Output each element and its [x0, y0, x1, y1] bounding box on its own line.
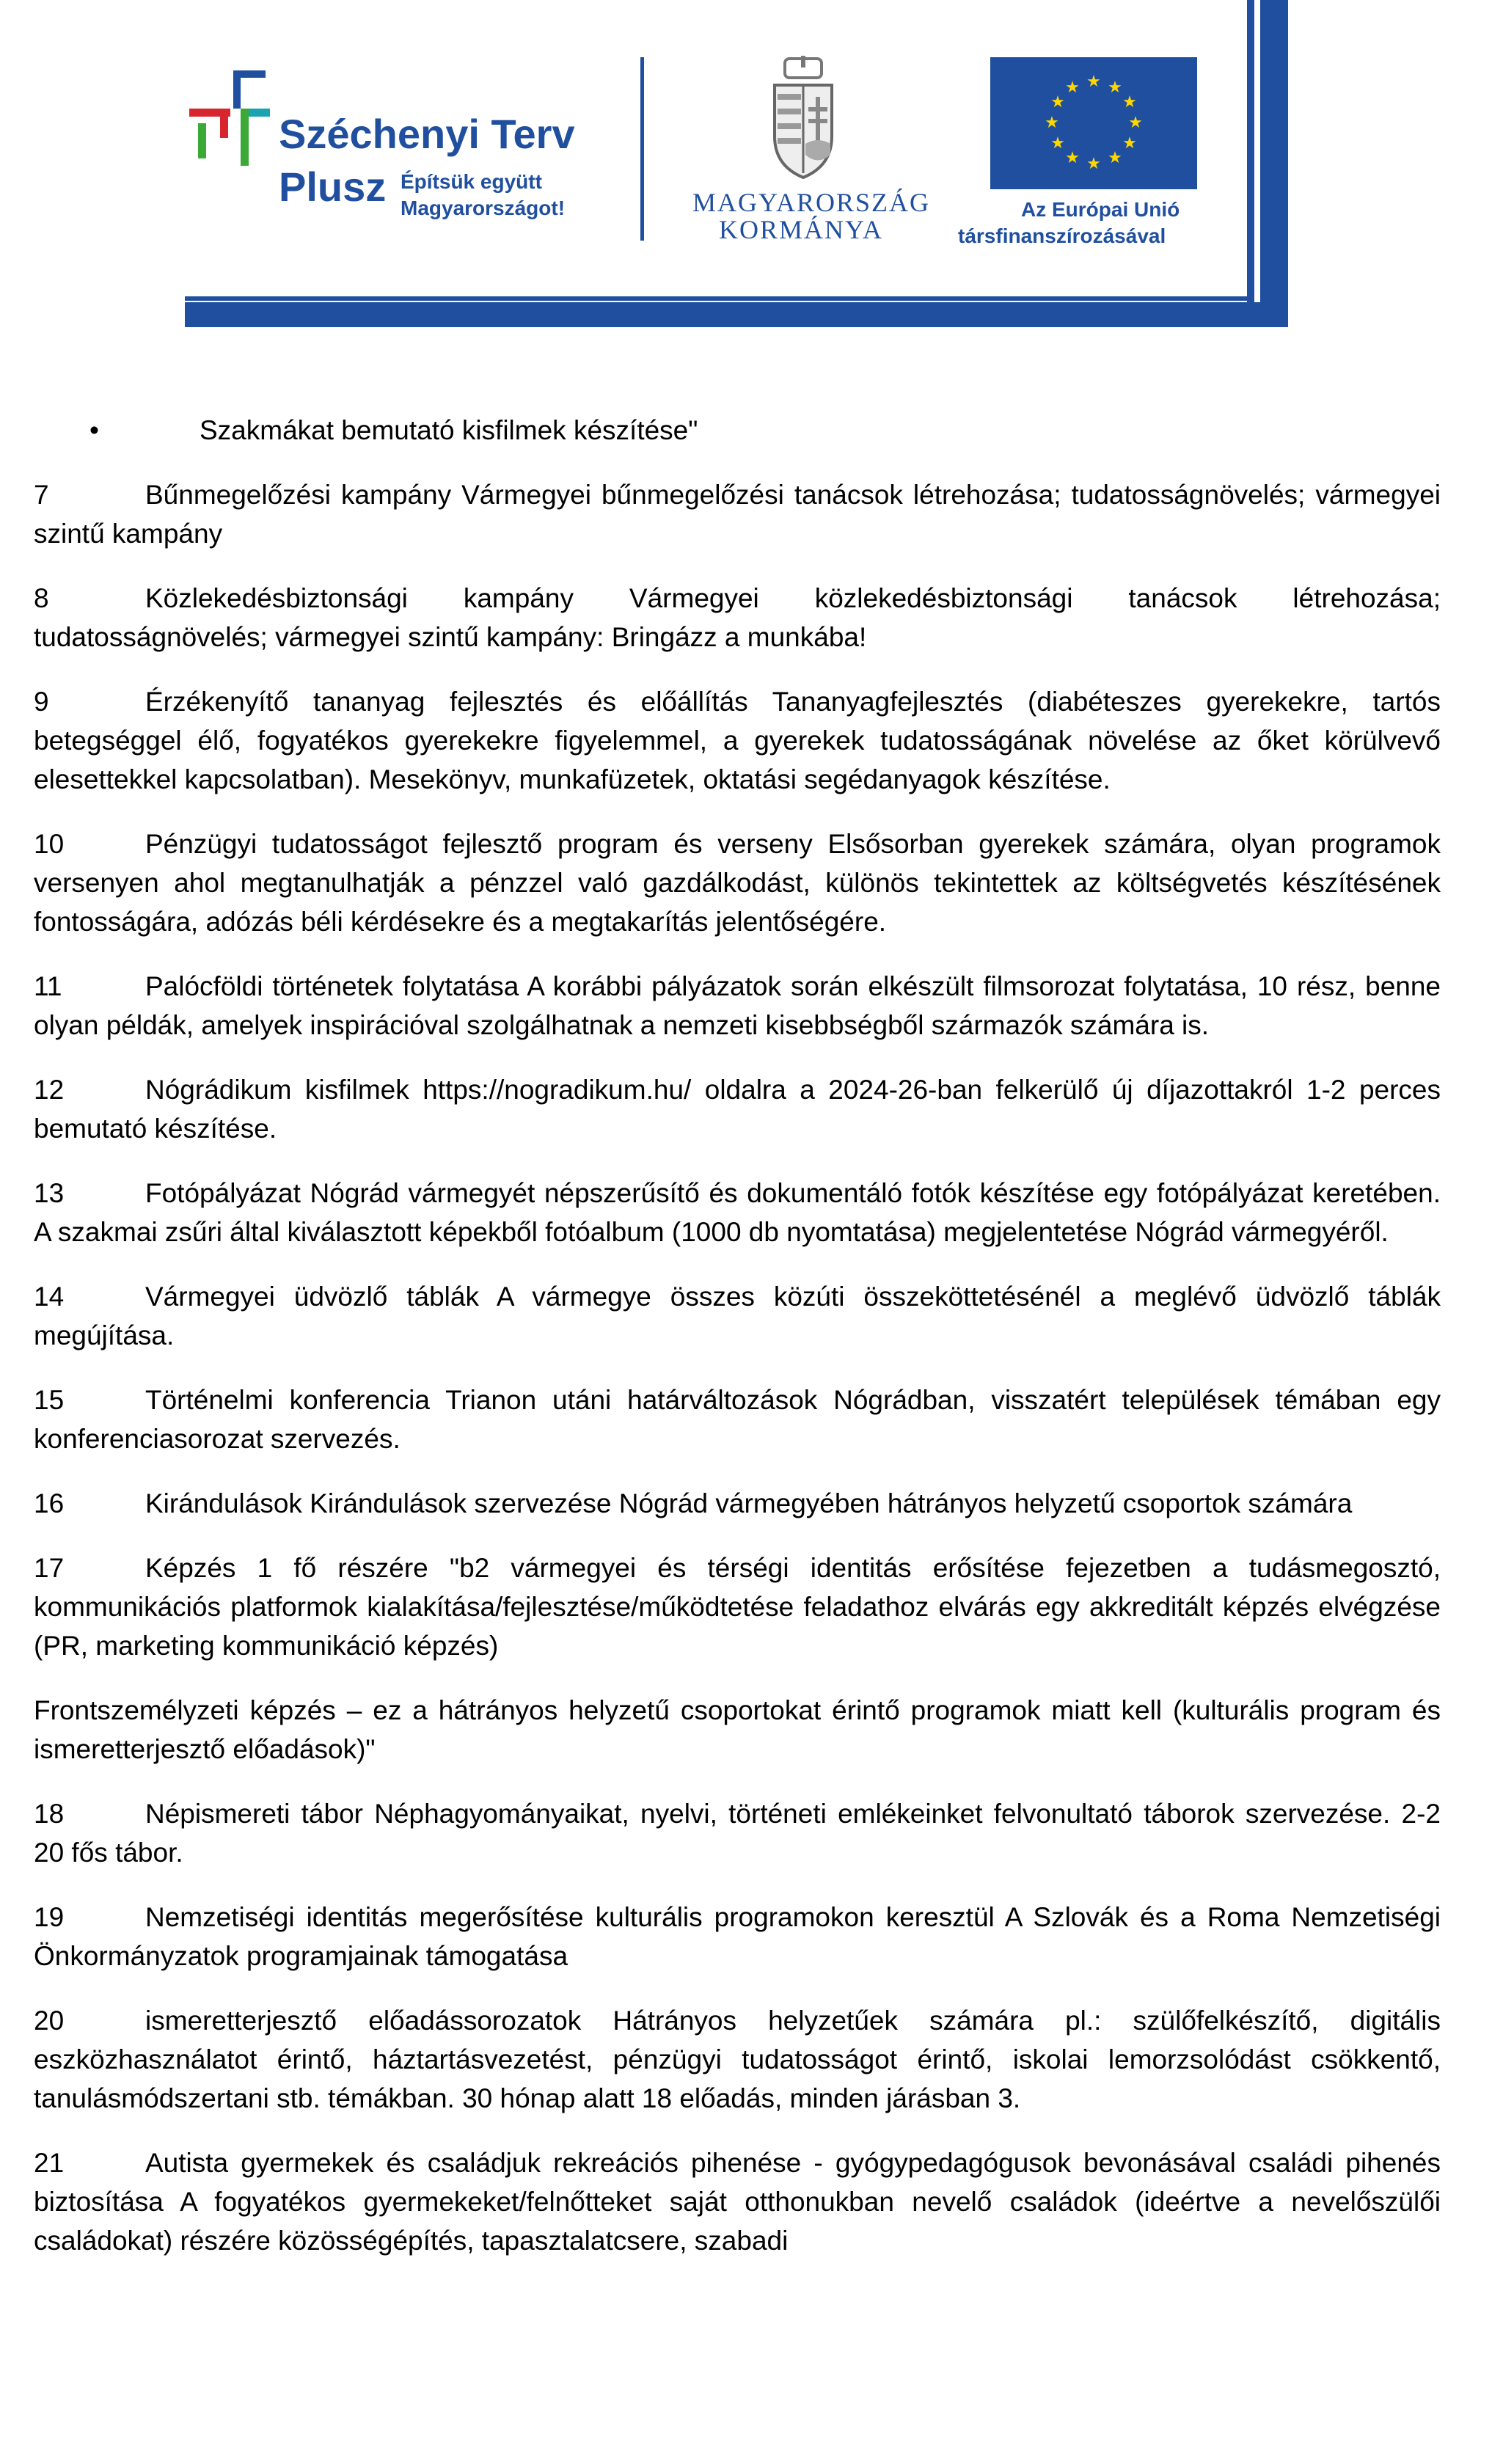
- svg-text:★: ★: [1065, 149, 1080, 167]
- item-text: Történelmi konferencia Trianon utáni határváltozások Nógrádban, visszatért települések témában egy konferenciasorozat szervezés.: [34, 1385, 1441, 1454]
- item-number: 9: [34, 687, 49, 717]
- government-line1: MAGYARORSZÁG: [692, 188, 931, 217]
- item-number: 18: [34, 1799, 65, 1829]
- svg-text:★: ★: [1108, 78, 1122, 97]
- item-list: [34, 475, 1441, 2260]
- list-item: [34, 1794, 1441, 1872]
- item-text: Palócföldi történetek folytatása A korábbi pályázatok során elkészült filmsorozat folytatása, 10 rész, benne olyan példák, amelyek inspirációval szolgálhatnak a nemzeti kisebbségből származók számára is.: [34, 971, 1441, 1040]
- item-text: Autista gyermekek és családjuk rekreációs pihenése - gyógypedagógusok bevonásával családi pihenés biztosítása A fogyatékos gyermekeket/felnőtteket saját otthonukban nevelő családok (ideértve a nevelőszülői családokat) részére közösségépítés, tapasztalatcsere, szabadi: [34, 2148, 1441, 2256]
- item-number: 8: [34, 583, 49, 613]
- item-text: Közlekedésbiztonsági kampány Vármegyei közlekedésbiztonsági tanácsok létrehozása; tudatosságnövelés; vármegyei szintű kampány: Bringázz a munkába!: [34, 583, 1441, 652]
- svg-text:★: ★: [1108, 149, 1122, 167]
- list-item: [34, 2143, 1441, 2260]
- svg-text:★: ★: [1086, 155, 1101, 173]
- list-item: [34, 967, 1441, 1045]
- item-number: 16: [34, 1488, 65, 1518]
- item-text: Nógrádikum kisfilmek https://nogradikum.hu/ oldalra a 2024-26-ban felkerülő új díjazottakról 1-2 perces bemutató készítése.: [34, 1075, 1441, 1144]
- logo-divider: [640, 57, 644, 241]
- item-number: 14: [34, 1282, 65, 1312]
- item-number: 20: [34, 2006, 65, 2036]
- item-text: Fotópályázat Nógrád vármegyét népszerűsítő és dokumentáló fotók készítése egy fotópályázat keretében. A szakmai zsűri által kiválasztott képekből fotóalbum (1000 db nyomtatása) megjelentetése Nógrád vármegyéről.: [34, 1178, 1441, 1247]
- item-text: Kirándulások Kirándulások szervezése Nógrád vármegyében hátrányos helyzetű csoportok számára: [145, 1488, 1353, 1518]
- item-number: 17: [34, 1553, 65, 1583]
- item-number: 21: [34, 2148, 65, 2178]
- bullet-text: Szakmákat bemutató kisfilmek készítése": [200, 415, 698, 445]
- document-body: [34, 411, 1441, 2286]
- item-number: 19: [34, 1902, 65, 1932]
- item-number: 12: [34, 1075, 65, 1105]
- item-text: Vármegyei üdvözlő táblák A vármegye összes közúti összeköttetésénél a meglévő üdvözlő táblák megújítása.: [34, 1282, 1441, 1350]
- szechenyi-title: Széchenyi Terv: [279, 111, 575, 157]
- list-item: [34, 1174, 1441, 1251]
- item-text: Frontszemélyzeti képzés – ez a hátrányos helyzetű csoportokat érintő programok miatt kell (kulturális program és ismeretterjesztő előadások)": [34, 1695, 1441, 1764]
- svg-text:★: ★: [1050, 134, 1065, 153]
- szechenyi-cross-icon: [189, 70, 271, 166]
- list-item: [34, 1549, 1441, 1665]
- eu-flag-icon: [990, 57, 1197, 189]
- list-item: [34, 1484, 1441, 1523]
- hungarian-coat-of-arms-icon: [763, 56, 844, 180]
- item-number: 7: [34, 480, 49, 510]
- item-number: 15: [34, 1385, 65, 1415]
- header-frame-bottom-line: [185, 296, 1254, 301]
- list-item: [34, 1070, 1441, 1148]
- bullet-item: [34, 411, 1441, 450]
- bullet-dot-icon: •: [89, 415, 99, 445]
- list-item: [34, 1691, 1441, 1769]
- eu-cofinance-line2: társfinanszírozásával: [958, 224, 1166, 247]
- item-text: Pénzügyi tudatosságot fejlesztő program és verseny Elsősorban gyerekek számára, olyan programok versenyen ahol megtanulhatják a pénzzel való gazdálkodást, különös tekintettek az költségvetés készítésének fontosságára, adózás béli kérdésekre és a megtakarítás jelentőségére.: [34, 829, 1441, 937]
- list-item: [34, 579, 1441, 657]
- list-item: [34, 682, 1441, 799]
- svg-text:★: ★: [1122, 134, 1137, 153]
- svg-text:★: ★: [1065, 78, 1080, 97]
- svg-text:★: ★: [1086, 73, 1101, 91]
- list-item: [34, 825, 1441, 941]
- item-number: 13: [34, 1178, 65, 1208]
- svg-text:★: ★: [1128, 114, 1143, 132]
- government-line2: KORMÁNYA: [719, 215, 884, 244]
- item-number: 11: [34, 971, 62, 1001]
- szechenyi-slogan-line2: Magyarországot!: [401, 197, 566, 219]
- list-item: [34, 1277, 1441, 1355]
- header-frame-right-inner: [1247, 0, 1254, 308]
- svg-text:★: ★: [1122, 93, 1137, 111]
- eu-cofinance-line1: Az Európai Unió: [1021, 198, 1180, 221]
- szechenyi-plusz: Plusz: [279, 164, 387, 210]
- header-banner: [0, 0, 1492, 337]
- szechenyi-slogan-line1: Építsük együtt: [401, 170, 542, 193]
- item-text: ismeretterjesztő előadássorozatok Hátrányos helyzetűek számára pl.: szülőfelkészítő, digitális eszközhasználatot érintő, háztartásvezetést, pénzügyi tudatosságot érintő, iskolai lemorzsolódást csökkentő, tanulásmódszertani stb. témákban. 30 hónap alatt 18 előadás, minden járásban 3.: [34, 2006, 1441, 2113]
- item-text: Népismereti tábor Néphagyományaikat, nyelvi, történeti emlékeinket felvonultató táborok szervezése. 2-2 20 fős tábor.: [34, 1799, 1441, 1868]
- header-frame-right: [1260, 0, 1288, 323]
- header-frame-bottom: [185, 302, 1288, 327]
- item-number: 10: [34, 829, 65, 859]
- list-item: [34, 2001, 1441, 2118]
- item-text: Érzékenyítő tananyag fejlesztés és előállítás Tananyagfejlesztés (diabéteszes gyerekekre, tartós betegséggel élő, fogyatékos gyerekekre figyelemmel, a gyerekek tudatosságának növelése az őket körülvevő elesettekkel kapcsolatban). Mesekönyv, munkafüzetek, oktatási segédanyagok készítése.: [34, 687, 1441, 794]
- item-text: Képzés 1 fő részére "b2 vármegyei és térségi identitás erősítése fejezetben a tudásmegosztó, kommunikációs platformok kialakítása/fejlesztése/működtetése feladathoz elvárás egy akkreditált képzés elvégzése (PR, marketing kommunikáció képzés): [34, 1553, 1441, 1661]
- list-item: [34, 475, 1441, 553]
- svg-text:★: ★: [1045, 114, 1059, 132]
- list-item: [34, 1898, 1441, 1975]
- list-item: [34, 1381, 1441, 1458]
- item-text: Nemzetiségi identitás megerősítése kulturális programokon keresztül A Szlovák és a Roma Nemzetiségi Önkormányzatok programjainak támogatása: [34, 1902, 1441, 1971]
- svg-text:★: ★: [1050, 93, 1065, 111]
- item-text: Bűnmegelőzési kampány Vármegyei bűnmegelőzési tanácsok létrehozása; tudatosságnövelés; vármegyei szintű kampány: [34, 480, 1441, 549]
